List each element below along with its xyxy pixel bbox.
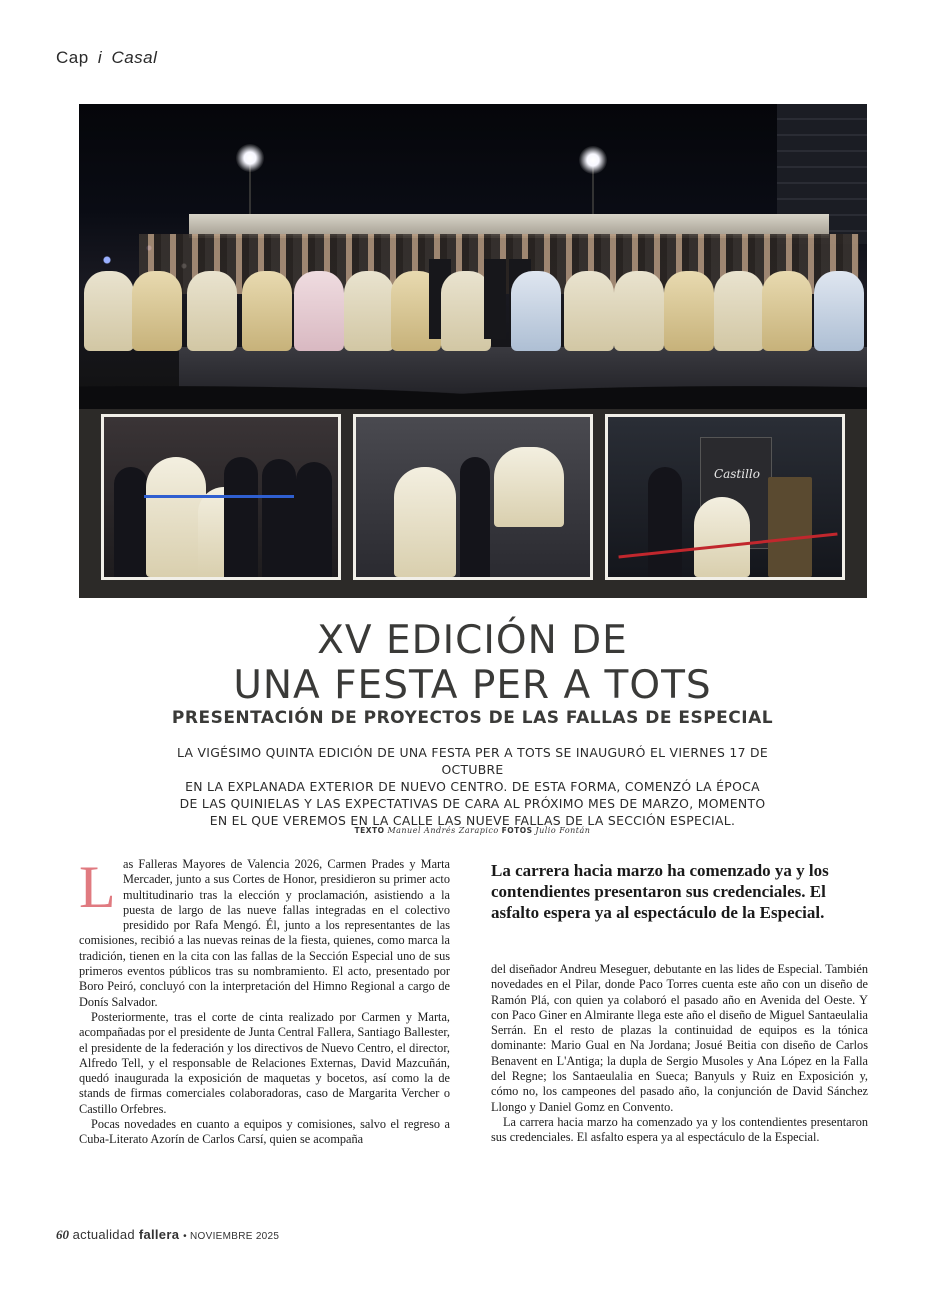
- credit-text-label: TEXTO: [354, 826, 385, 835]
- display-cabinet: [768, 477, 812, 577]
- article-title-line2: UNA FESTA PER A TOTS: [233, 663, 712, 708]
- fallera-figure: [344, 271, 394, 351]
- fallera-figure: [564, 271, 614, 351]
- drop-cap: L: [79, 854, 116, 920]
- floodlight-icon: [579, 146, 607, 174]
- fallera-figure: [132, 271, 182, 351]
- page-number: 60: [56, 1227, 69, 1242]
- article-deck: [150, 744, 795, 829]
- fallera-figure: [242, 271, 292, 351]
- fallera-figure: [762, 271, 812, 351]
- section-tag-sep: i: [97, 48, 103, 67]
- magazine-name-a: actualidad: [72, 1227, 135, 1242]
- fallera-figure: [511, 271, 561, 351]
- hero-photo: [79, 104, 867, 409]
- page-footer: [56, 1227, 279, 1243]
- body-column-left: [79, 854, 450, 1148]
- body-paragraph: Pocas novedades en cuanto a equipos y comisiones, salvo el regreso a Cuba-Literato Azorín de Carlos Carsí, quien se acompaña: [79, 1117, 450, 1147]
- article-subtitle: PRESENTACIÓN DE PROYECTOS DE LAS FALLAS DE ESPECIAL: [171, 708, 774, 728]
- deck-line: DE LAS QUINIELAS Y LAS EXPECTATIVAS DE CARA AL PRÓXIMO MES DE MARZO, MOMENTO: [179, 796, 766, 811]
- magazine-name-b: fallera: [138, 1227, 180, 1242]
- magazine-name: [73, 1227, 184, 1242]
- article-title-line1: XV EDICIÓN DE: [317, 618, 628, 663]
- deck-line: LA VIGÉSIMO QUINTA EDICIÓN DE UNA FESTA PER A TOTS SE INAUGURÓ EL VIERNES 17 DE OCTUBRE: [177, 745, 768, 777]
- pull-quote: La carrera hacia marzo ha comenzado ya y los contendientes presentaron sus credenciales. El asfalto espera ya al espectáculo de la Especial.: [491, 861, 829, 922]
- credit-text-author: Manuel Andrés Zarapico: [387, 826, 499, 835]
- body-paragraph: as Falleras Mayores de Valencia 2026, Carmen Prades y Marta Mercader, junto a sus Cortes de Honor, presidieron su primer acto multitudinario tras la elección y proclamación, asistiendo a la puesta de largo de las nueve fallas integradas en el colectivo presidido por Rafa Mengó. Él, junto a los representantes de las comisiones, recibió a las nuevas reinas de la fiesta, quienes, como marca la tradición, tienen en la cita con las fallas de la Sección Especial uno de sus primeros eventos públicos tras su nombramiento. El acto, presentado por Boro Peiró, concluyó con la interpretación del Himno Regional a cargo de Donís Salvador.: [79, 857, 450, 1009]
- photo-panel: [79, 104, 867, 598]
- photo-ribbon-cutting: [101, 414, 341, 580]
- fallera-figure: [814, 271, 864, 351]
- person-figure: [262, 459, 296, 577]
- floodlight-icon: [236, 144, 264, 172]
- section-tag: [56, 48, 157, 68]
- dress-display: [394, 467, 456, 577]
- body-paragraph: del diseñador Andreu Meseguer, debutante en las lides de Especial. También novedades en el Pilar, donde Paco Torres cuenta este año con un diseño de Ramón Plá, con quien ya colaboró el pasado año en Avenida del Oeste. Y con Paco Giner en Almirante llega este año el diseño de Miguel Santaeulalia Serrán. En el resto de plazas la continuidad de equipos es la tónica dominante: Mario Gual en Na Jordana; Josué Beitia con diseño de Carlos Benavent en L'Antiga; la dupla de Sergio Musoles y Ana López en la Falla del Regne; los Santaeulalia en Sueca; Banyuls y Ruiz en Exposición y, cómo no, los campeones del pasado año, la conjunción de David Sánchez Llongo y Daniel Gomz en Convento.: [491, 962, 868, 1114]
- photo-exhibit-dresses: [353, 414, 593, 580]
- person-figure: [224, 457, 258, 577]
- section-tag-left: Cap: [56, 48, 89, 67]
- credit-photo-label: FOTOS: [501, 826, 533, 835]
- body-paragraph: Posteriormente, tras el corte de cinta realizado por Carmen y Marta, acompañadas por el presidente de Junta Central Fallera, Santiago Ballester, el presidente de la federación y los directivos de Nuevo Centro, el director, Alfredo Tell, y el responsable de Relaciones Externas, David Mazcuñán, quedó inaugurada la exposición de maquetas y bocetos, así como la de stands de firmas comerciales colaboradoras, caso de Margarita Vercher o Castillo Orfebres.: [79, 1009, 450, 1116]
- photo-stand-castillo: [605, 414, 845, 580]
- deck-line: EN EL QUE VEREMOS EN LA CALLE LAS NUEVE FALLAS DE LA SECCIÓN ESPECIAL.: [209, 813, 736, 828]
- fallera-figure: [187, 271, 237, 351]
- person-figure: [460, 457, 490, 577]
- fallera-figure: [146, 457, 206, 577]
- body-paragraph: La carrera hacia marzo ha comenzado ya y los contendientes presentaron sus credenciales. El asfalto espera ya al espectáculo de la Especial.: [491, 1114, 868, 1145]
- fallera-figure: [294, 271, 344, 351]
- stand-logo-text: Castillo: [713, 467, 760, 481]
- fallera-figure: [664, 271, 714, 351]
- audience-silhouettes: [79, 369, 867, 409]
- fallera-figure: [84, 271, 134, 351]
- fallera-figure: [614, 271, 664, 351]
- body-column-right: [491, 962, 868, 1146]
- article-credits: [0, 826, 945, 835]
- dress-display: [494, 447, 564, 527]
- issue-date: • NOVIEMBRE 2025: [183, 1231, 280, 1242]
- dress-display: [694, 497, 750, 577]
- ribbon: [144, 495, 294, 498]
- official-figure: [484, 259, 506, 339]
- person-figure: [114, 467, 148, 577]
- section-tag-right: Casal: [111, 48, 158, 67]
- credit-photo-author: Julio Fontán: [535, 826, 591, 835]
- costume-display: [648, 467, 682, 577]
- person-figure: [296, 462, 332, 577]
- deck-line: EN LA EXPLANADA EXTERIOR DE NUEVO CENTRO. DE ESTA FORMA, COMENZÓ LA ÉPOCA: [185, 779, 760, 794]
- fallera-figure: [714, 271, 764, 351]
